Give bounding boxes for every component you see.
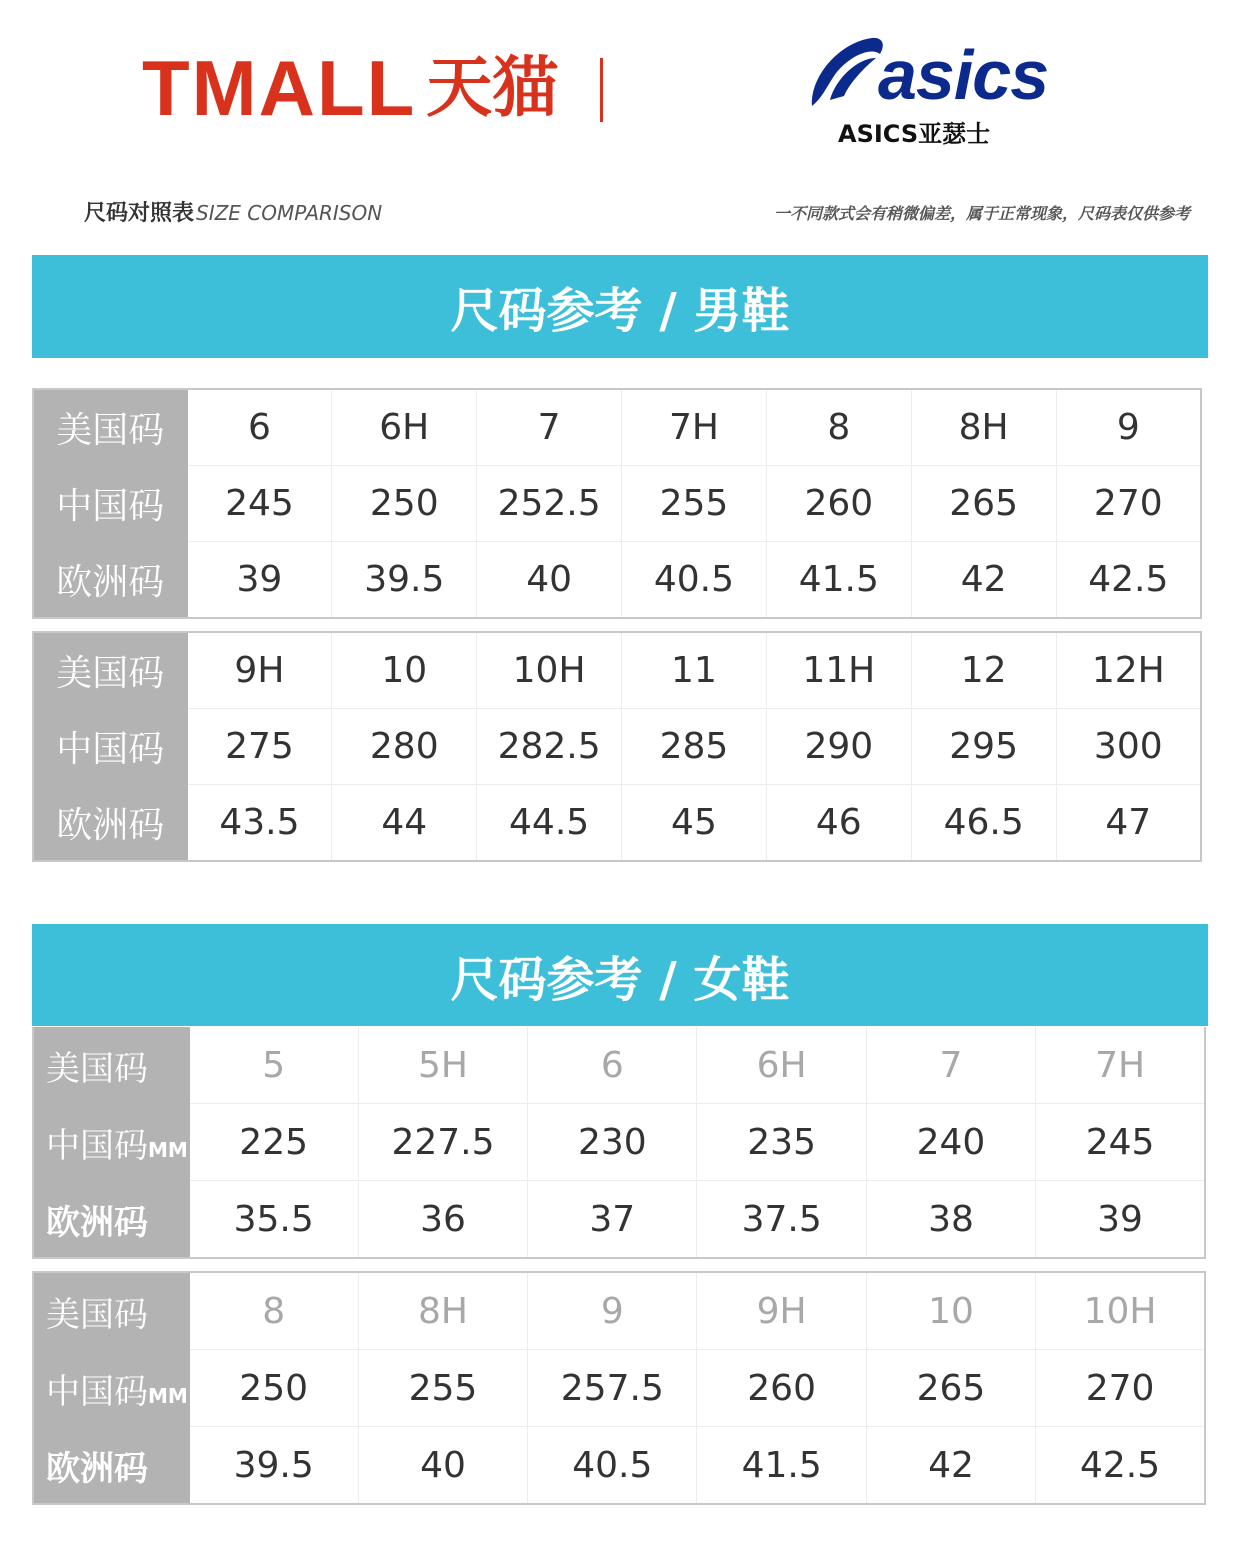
size-cell: 5H — [358, 1027, 527, 1104]
tmall-logo-text: TMALL — [142, 44, 417, 132]
size-cell: 230 — [528, 1104, 697, 1181]
asics-stripe-icon — [806, 32, 886, 112]
cn-size-row — [33, 1104, 1205, 1181]
size-cell: 6 — [528, 1027, 697, 1104]
row-label-cn: 中国码 — [33, 466, 187, 542]
women-size-table-1 — [32, 1027, 1206, 1259]
size-cell: 11 — [622, 632, 767, 709]
size-cell: 9H — [187, 632, 332, 709]
size-cell: 9 — [1056, 389, 1201, 466]
size-cell: 42 — [866, 1427, 1035, 1505]
logo-divider — [600, 58, 603, 122]
size-cell: 12H — [1056, 632, 1201, 709]
size-cell: 245 — [187, 466, 332, 542]
eu-size-row — [33, 785, 1201, 862]
size-cell: 42 — [911, 542, 1056, 619]
size-cell: 40 — [358, 1427, 527, 1505]
us-size-row — [33, 389, 1201, 466]
tmall-logo-cn: 天猫 — [426, 49, 559, 126]
asics-subtitle: ASICS亚瑟士 — [838, 120, 991, 148]
size-cell: 245 — [1036, 1104, 1205, 1181]
size-cell: 295 — [911, 709, 1056, 785]
size-cell: 8 — [766, 389, 911, 466]
size-note: 一不同款式会有稍微偏差，属于正常现象，尺码表仅供参考 — [773, 204, 1190, 223]
size-cell: 255 — [358, 1350, 527, 1427]
size-cell: 41.5 — [697, 1427, 866, 1505]
size-cell: 225 — [189, 1104, 358, 1181]
men-size-banner: 尺码参考 / 男鞋 — [32, 255, 1208, 358]
asics-logo-text: asics — [878, 36, 1049, 114]
size-cell: 255 — [622, 466, 767, 542]
size-cell: 12 — [911, 632, 1056, 709]
size-cell: 9 — [528, 1272, 697, 1350]
size-cell: 39 — [1097, 1198, 1143, 1240]
row-label-cn-unit: MM — [148, 1137, 188, 1162]
size-cell: 35.5 — [189, 1181, 358, 1259]
size-comparison-title — [84, 196, 382, 227]
row-label-cn — [33, 1350, 189, 1427]
us-size-row — [33, 1027, 1205, 1104]
size-cell: 42.5 — [1088, 559, 1169, 600]
size-cell: 37.5 — [697, 1181, 866, 1259]
size-cell: 39.5 — [189, 1427, 358, 1505]
size-cell: 10 — [332, 632, 477, 709]
size-cell: 40.5 — [528, 1427, 697, 1505]
row-label-eu: 欧洲码 — [33, 1181, 189, 1259]
us-size-row — [33, 632, 1201, 709]
size-cell: 265 — [911, 466, 1056, 542]
size-cell: 280 — [332, 709, 477, 785]
row-label-eu: 欧洲码 — [33, 1427, 189, 1505]
size-cell: 42.5 — [1079, 1444, 1161, 1486]
size-cell: 7 — [866, 1027, 1035, 1104]
size-cell: 10 — [866, 1272, 1035, 1350]
size-cell: 6 — [187, 389, 332, 466]
size-cell: 11H — [766, 632, 911, 709]
row-label-eu: 欧洲码 — [33, 785, 187, 862]
row-label-us: 美国码 — [33, 632, 187, 709]
size-cell: 10H — [1036, 1272, 1205, 1350]
eu-size-row — [33, 542, 1201, 619]
size-cell: 40.5 — [622, 542, 767, 619]
size-cell: 47 — [1105, 802, 1152, 843]
size-comparison-en: SIZE COMPARISON — [196, 201, 383, 225]
size-cell: 282.5 — [477, 709, 622, 785]
us-size-row — [33, 1272, 1205, 1350]
size-cell: 44.5 — [477, 785, 622, 862]
size-cell: 250 — [332, 466, 477, 542]
row-label-us: 美国码 — [33, 1027, 189, 1104]
size-cell: 9H — [697, 1272, 866, 1350]
size-cell: 37 — [528, 1181, 697, 1259]
size-cell: 46.5 — [911, 785, 1056, 862]
size-cell: 240 — [866, 1104, 1035, 1181]
size-cell: 44 — [332, 785, 477, 862]
tmall-logo — [142, 44, 559, 132]
row-label-cn-unit: MM — [148, 1383, 188, 1408]
size-cell: 40 — [477, 542, 622, 619]
size-cell: 43.5 — [187, 785, 332, 862]
row-label-cn — [33, 1104, 189, 1181]
size-cell: 46 — [766, 785, 911, 862]
size-cell: 260 — [697, 1350, 866, 1427]
size-cell: 227.5 — [358, 1104, 527, 1181]
size-cell: 8H — [911, 389, 1056, 466]
size-cell: 5 — [189, 1027, 358, 1104]
size-cell: 45 — [622, 785, 767, 862]
cn-size-row — [33, 1350, 1205, 1427]
cn-size-row — [33, 709, 1201, 785]
size-cell: 36 — [358, 1181, 527, 1259]
row-label-us: 美国码 — [33, 1272, 189, 1350]
size-cell: 285 — [622, 709, 767, 785]
row-label-eu: 欧洲码 — [33, 542, 187, 619]
size-cell: 39 — [187, 542, 332, 619]
size-cell: 38 — [866, 1181, 1035, 1259]
size-cell: 8 — [189, 1272, 358, 1350]
size-cell: 6H — [332, 389, 477, 466]
men-size-table-1 — [32, 388, 1202, 619]
size-cell: 10H — [477, 632, 622, 709]
size-cell: 270 — [1056, 466, 1201, 542]
women-size-banner: 尺码参考 / 女鞋 — [32, 924, 1208, 1026]
men-size-table-2 — [32, 631, 1202, 862]
row-label-cn-text: 中国码 — [46, 1371, 148, 1412]
size-cell: 6H — [697, 1027, 866, 1104]
row-label-cn: 中国码 — [33, 709, 187, 785]
size-cell: 7 — [477, 389, 622, 466]
size-cell: 265 — [866, 1350, 1035, 1427]
size-cell: 7H — [1036, 1027, 1205, 1104]
size-cell: 275 — [187, 709, 332, 785]
size-cell: 8H — [358, 1272, 527, 1350]
size-cell: 270 — [1036, 1350, 1205, 1427]
size-cell: 300 — [1056, 709, 1201, 785]
size-cell: 41.5 — [766, 542, 911, 619]
size-cell: 260 — [766, 466, 911, 542]
cn-size-row — [33, 466, 1201, 542]
row-label-us: 美国码 — [33, 389, 187, 466]
size-cell: 252.5 — [477, 466, 622, 542]
row-label-cn-text: 中国码 — [46, 1125, 148, 1166]
size-cell: 290 — [766, 709, 911, 785]
size-cell: 39.5 — [332, 542, 477, 619]
size-cell: 235 — [697, 1104, 866, 1181]
size-cell: 250 — [189, 1350, 358, 1427]
size-comparison-cn: 尺码对照表 — [84, 201, 195, 226]
size-cell: 7H — [622, 389, 767, 466]
eu-size-row — [33, 1181, 1205, 1259]
eu-size-row — [33, 1427, 1205, 1505]
women-size-table-2 — [32, 1271, 1206, 1505]
size-cell: 257.5 — [528, 1350, 697, 1427]
